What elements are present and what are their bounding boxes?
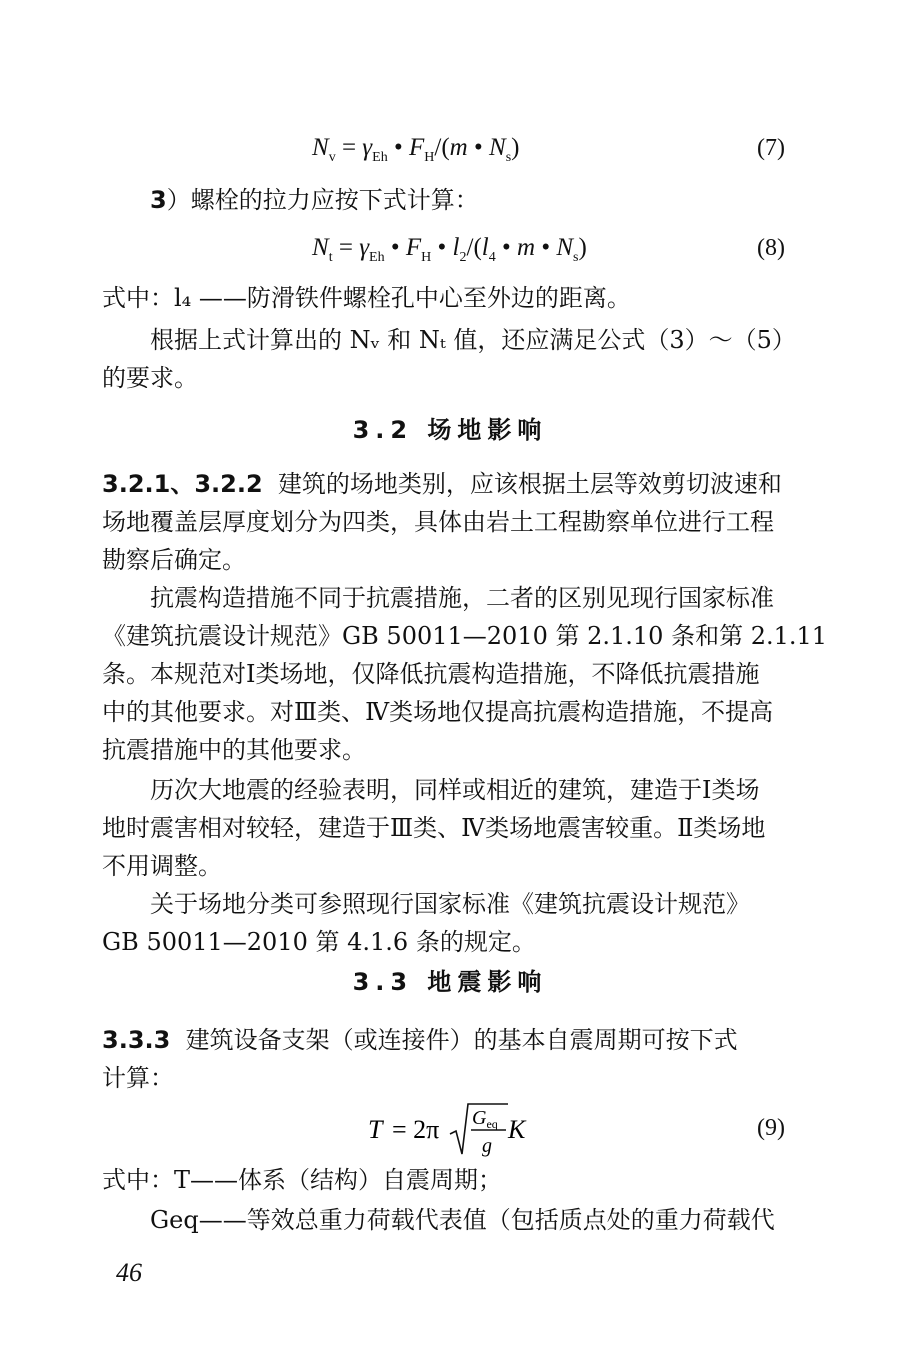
equation-number-9: (9)	[757, 1115, 785, 1141]
item-3-number: 3	[150, 186, 167, 214]
formula-9-numerator: $G_{eq}$	[472, 1107, 498, 1131]
paragraph-2-line-4: 中的其他要求。对Ⅲ类、Ⅳ类场地仅提高抗震构造措施，不提高	[102, 698, 774, 726]
paragraph-2-line-2: 《建筑抗震设计规范》GB 50011—2010 第 2.1.10 条和第 2.1.11	[102, 622, 828, 650]
where-T: 式中：T——体系（结构）自震周期；	[102, 1166, 503, 1194]
paragraph-nv-line-2: 的要求。	[102, 364, 198, 392]
paragraph-2-line-1: 抗震构造措施不同于抗震措施，二者的区别见现行国家标准	[150, 584, 774, 612]
formula-9-lhs: T	[368, 1115, 383, 1144]
paragraph-2-line-3: 条。本规范对Ⅰ类场地，仅降低抗震构造措施，不降低抗震措施	[102, 660, 760, 688]
where-Geq: Geq——等效总重力荷载代表值（包括质点处的重力荷载代	[150, 1206, 775, 1234]
section-heading-3-3: 3.3 地震影响	[352, 968, 548, 996]
paragraph-2-line-5: 抗震措施中的其他要求。	[102, 736, 366, 764]
clause-text: 建筑的场地类别，应该根据土层等效剪切波速和	[277, 470, 782, 498]
clause-3-2-1-line-2: 场地覆盖层厚度划分为四类，具体由岩土工程勘察单位进行工程	[102, 508, 774, 536]
formula-9-denominator: g	[482, 1135, 492, 1157]
clause-3-3-3-line-2: 计算：	[102, 1064, 174, 1092]
clause-text: 建筑设备支架（或连接件）的基本自震周期可按下式	[185, 1026, 738, 1054]
paragraph-4-line-1: 关于场地分类可参照现行国家标准《建筑抗震设计规范》	[150, 890, 750, 918]
equation-number-7: (7)	[757, 135, 785, 161]
clause-3-2-1-line-3: 勘察后确定。	[102, 546, 246, 574]
page-number: 46	[116, 1258, 142, 1287]
formula-9-eq: = 2π	[392, 1115, 440, 1144]
clause-number: 3.3.3	[102, 1026, 171, 1054]
paragraph-3-line-1: 历次大地震的经验表明，同样或相近的建筑，建造于Ⅰ类场	[150, 776, 760, 804]
paragraph-nv-line-1: 根据上式计算出的 Nᵥ 和 Nₜ 值，还应满足公式（3）～（5）	[150, 326, 796, 354]
clause-3-2-1-line-1	[102, 466, 792, 502]
equation-number-8: (8)	[757, 235, 785, 261]
formula-9	[368, 1098, 538, 1162]
formula-7: $N_v = \gamma_{Eh}$ • $F_H/(m$ • $N_s$)	[312, 134, 520, 165]
where-l4: 式中：l₄ ——防滑铁件螺栓孔中心至外边的距离。	[102, 284, 631, 312]
section-heading-3-2: 3.2 场地影响	[352, 416, 548, 444]
formula-8: $N_t = \gamma_{Eh}$ • $F_H$ • $l_2/(l_4$ • m • $N_s$)	[312, 234, 587, 265]
clause-3-3-3-line-1	[102, 1022, 792, 1058]
formula-9-k: K	[508, 1115, 526, 1144]
paragraph-4-line-2: GB 50011—2010 第 4.1.6 条的规定。	[102, 928, 536, 956]
item-3	[150, 182, 792, 218]
item-3-text: ）螺栓的拉力应按下式计算：	[166, 186, 479, 214]
paragraph-3-line-2: 地时震害相对较轻，建造于Ⅲ类、Ⅳ类场地震害较重。Ⅱ类场地	[102, 814, 766, 842]
formula-9-graphic	[368, 1098, 538, 1162]
paragraph-3-line-3: 不用调整。	[102, 852, 222, 880]
clause-number: 3.2.1、3.2.2	[102, 470, 263, 498]
